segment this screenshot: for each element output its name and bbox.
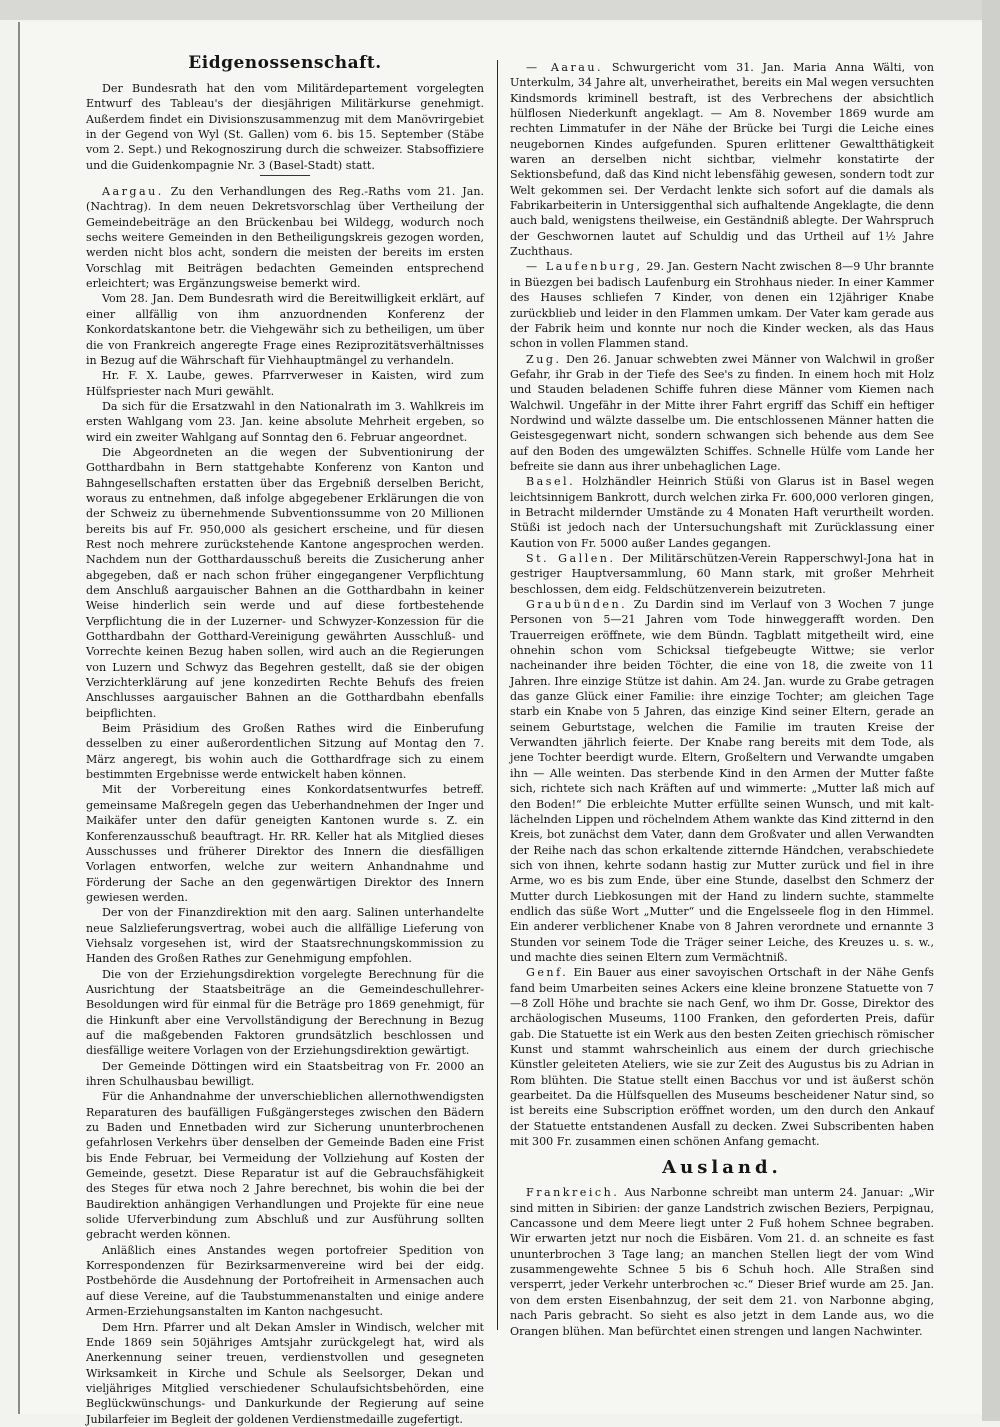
ausland-article-list: [510, 1185, 934, 1338]
column-divider: [497, 60, 498, 1330]
scan-right-border: [982, 0, 1000, 1421]
article-text: Beim Präsidium des Großen Rathes wird die Einberufung desselben zu einer außerordentlichen Sitzung auf Montag den 7. März angeregt, bis wohin auch die Gotthardfrage sich zu einem bestimmten Ergebnisse werde entwickelt haben können.: [86, 722, 484, 782]
article-paragraph: [86, 1089, 484, 1242]
dateline: Genf.: [526, 966, 569, 980]
article-text: Den 26. Januar schwebten zwei Männer von Walchwil in großer Gefahr, ihr Grab in der Tiefe des See's zu finden. In einem hoch mit Holz und Stauden beladenen Schiffe fuhren diese Männer vom Kiemen nach Walchwil. Ungefähr in der Mitte ihrer Fahrt ergriff das Schiff ein heftiger Nordwind und wälzte dasselbe um. Die entschlossenen Männer hatten die Geistesgegenwart nicht, sondern schwangen sich behende aus dem See auf den Boden des umgewälzten Schiffes. Schnelle Hülfe vom Lande her befreite sie dann aus ihrer unbehaglichen Lage.: [510, 352, 935, 473]
dateline: St. Gallen.: [526, 552, 616, 565]
article-paragraph: [510, 965, 934, 1149]
dateline: Frankreich.: [526, 1186, 620, 1200]
left-column: [86, 52, 484, 1427]
section-title-eidgenossenschaft: Eidgenossenschaft.: [188, 53, 382, 73]
article-text: Zu Dardin sind im Verlauf von 3 Wochen 7 junge Personen von 5—21 Jahren vom Tode hinweggerafft worden. Den Trauerreigen eröffnete, wie dem Bündn. Tagblatt mitgetheilt wird, eine ohnehin schon vom Schicksal tiefgebeugte Wittwe; sie verlor nacheinander ihre beiden Töchter, die eine von 18, die zweite von 11 Jahren. Ihre einzige Stütze ist dahin. Am 24. Jan. wurde zu Grabe getragen das ganze Glück einer Familie: ihre einzige Tochter; am gleichen Tage starb ein Knabe von 5 Jahren, das einzige Kind seiner Eltern, gerade an seinem Geburtstage, welchen die Familie im trauten Kreise der Verwandten jährlich feierte. Der Knabe rang bereits mit dem Tode, als jene Tochter beerdigt wurde. Eltern, Großeltern und Verwandte umgaben ihn — Alle weinten. Das sterbende Kind in den Armen der Mutter faßte sich, richtete sich nach Kräften auf und wimmerte: „Mutter laß mich auf den Boden!“ Die erbleichte Mutter erfüllte seinen Wunsch, und mit kaltlächelnden Lippen und röchelndem Athem wankte das Kind zitternd in den Kreis, bot zunächst dem Vater, dann dem Großvater und allen Verwandten der Reihe nach das schon erkaltende zitternde Händchen, verabschiedete sich von ihnen, kehrte sodann hastig zur Mutter zurück und fiel in ihre Arme, wo es bis zum Ende, über eine Stunde, daselbst den Schmerz der Mutter durch Liebkosungen mit der Hand zu lindern suchte, stammelte endlich das süße Wort „Mutter“ und die Engelsseele flog in den Himmel. Ein anderer verblichener Knabe von 8 Jahren verordnete und ernannte 3 Stunden vor seinem Tode die Träger seiner Leiche, des Kreuzes u. s. w., und machte dies seinen Eltern zum Vermächtniß.: [510, 598, 934, 964]
article-paragraph: [86, 81, 484, 173]
article-text: Hr. F. X. Laube, gewes. Pfarrverweser in Kaisten, wird zum Hülfspriester nach Muri gewählt.: [86, 369, 484, 398]
article-paragraph: [86, 445, 484, 721]
article-text: Für die Anhandnahme der unverschieblichen allernothwendigsten Reparaturen des baufälligen Fußgängersteges zwischen den Bädern zu Baden und Ennetbaden wird zur Sicherung ununterbrochenen gefahrlosen Verkehrs über denselben der Gemeinde Baden eine Frist bis Ende Februar, bei Vermeidung der Vollziehung auf Kosten der Gemeinde, gesetzt. Diese Reparatur ist auf die Gebrauchsfähigkeit des Steges für etwa noch 2 Jahre berechnet, bis wohin die bei der Baudirektion anhängigen Verhandlungen und Projekte für eine neue solide Uferverbindung zum Abschluß und zur Ausführung sollten gebracht werden können.: [86, 1090, 484, 1242]
article-text: Anläßlich eines Anstandes wegen portofreier Spedition von Korrespondenzen für Bezirksarmenvereine wird bei der eidg. Postbehörde die Ausdehnung der Portofreiheit in Armensachen auch auf diese Vereine, auf die Taubstummenanstalten und einige andere Armen-Erziehungsanstalten im Kanton nachgesucht.: [86, 1243, 484, 1319]
dateline: Aargau.: [102, 185, 164, 199]
article-paragraph: [86, 1320, 484, 1427]
article-text: Der Militärschützen-Verein Rapperschwyl-Jona hat in gestriger Hauptversammlung, 60 Mann stark, mit großer Mehrheit beschlossen, dem eidg. Feldschützenverein beizutreten.: [510, 552, 935, 596]
article-text: Dem Hrn. Pfarrer und alt Dekan Amsler in Windisch, welcher mit Ende 1869 sein 50jähriges Amtsjahr zurückgelegt hat, wird als Anerkennung seiner treuen, verdienstvollen und gesegneten Wirksamkeit in Kirche und Schule als Seelsorger, Dekan und vieljähriges Mitglied verschiedener Schulaufsichtsbehörden, eine Beglückwünschungs- und Dankurkunde der Regierung auf seine Jubilarfeier im Begleit der goldenen Verdienstmedaille zugefertigt.: [86, 1320, 484, 1426]
article-text: Mit der Vorbereitung eines Konkordatsentwurfes betreff. gemeinsame Maßregeln gegen das Ueberhandnehmen der Inger und Maikäfer unter den dafür geneigten Kantonen wurde s. Z. ein Konferenzausschuß beauftragt. Hr. RR. Keller hat als Mitglied dieses Ausschusses und früherer Direktor des Innern die diesfälligen Vorlagen entworfen, welche zur weitern Anhandnahme und Förderung der Sache an den gegenwärtigen Direktor des Innern gewiesen werden.: [86, 783, 484, 904]
left-article-list: [86, 81, 484, 1427]
article-paragraph: [86, 782, 484, 905]
article-text: Der Bundesrath hat den vom Militärdepartement vorgelegten Entwurf des Tableau's der diesjährigen Militärkurse genehmigt. Außerdem findet ein Divisionszusammenzug mit dem Manövrirgebiet in der Gegend von Wyl (St. Gallen) vom 6. bis 15. September (Stäbe vom 2. Sept.) und Rekognoszirung durch die schweizer. Stabsoffiziere und die Guidenkompagnie Nr. 3 (Basel-Stadt) statt.: [86, 82, 484, 172]
dateline: — Laufenburg,: [526, 260, 643, 274]
article-paragraph: [510, 1185, 934, 1338]
article-text: Aus Narbonne schreibt man unterm 24. Januar: „Wir sind mitten in Sibirien: der ganze Landstrich zwischen Beziers, Perpignau, Cancassone und dem Meere liegt unter 2 Fuß hohem Schnee begraben. Wir erwarten jetzt nur noch die Eisbären. Vom 21. d. an schneite es fast ununterbrochen 3 Tage lang; an manchen Stellen liegt der vom Wind zusammengewehte Schnee 5 bis 6 Schuh hoch. Alle Straßen sind versperrt, jeder Verkehr unterbrochen ꝛc.“ Dieser Brief wurde am 25. Jan. von dem ersten Eisenbahnzug, der seit dem 21. von Narbonne abging, nach Paris gebracht. So sieht es also jetzt in dem Lande aus, wo die Orangen blühen. Man befürchtet einen strengen und langen Nachwinter.: [510, 1186, 934, 1338]
right-column: [510, 60, 934, 1339]
section-title-ausland: Ausland.: [662, 1157, 782, 1179]
dateline: Graubünden.: [526, 598, 628, 612]
article-text: Holzhändler Heinrich Stüßi von Glarus ist in Basel wegen leichtsinnigem Bankrott, durch welchen zirka Fr. 600,000 verloren gingen, in Betracht mildernder Umstände zu 4 Monaten Haft verurtheilt worden. Stüßi ist jedoch nach der Untersuchungshaft mit Zurücklassung einer Kaution von Fr. 5000 außer Landes gegangen.: [510, 475, 935, 550]
article-text: Der von der Finanzdirektion mit den aarg. Salinen unterhandelte neue Salzlieferungsvertrag, wobei auch die allfällige Lieferung von Viehsalz vorgesehen ist, wird der Staatsrechnungskommission zu Handen des Großen Rathes zur Genehmigung empfohlen.: [86, 906, 484, 966]
article-text: 29. Jan. Gestern Nacht zwischen 8—9 Uhr brannte in Büezgen bei badisch Laufenburg ein Strohhaus nieder. In einer Kammer des Hauses schliefen 7 Kinder, von denen ein 12jähriger Knabe zurückblieb und leider in den Flammen umkam. Der Vater kam gerade aus der Fabrik heim und konnte nur noch die Kinder wecken, als das Haus schon in vollen Flammen stand.: [510, 260, 935, 351]
article-text: Die von der Erziehungsdirektion vorgelegte Berechnung für die Ausrichtung der Staatsbeiträge an die Gemeindeschullehrer-Besoldungen wird für einmal für die Beträge pro 1869 genehmigt, für die Hinkunft aber eine Vervollständigung der Berechnung in Bezug auf die maßgebenden Faktoren grundsätzlich beschlossen und diesfällige weitere Vorlagen von der Erziehungsdirektion gewärtigt.: [86, 967, 484, 1058]
article-paragraph: [510, 60, 934, 259]
article-paragraph: [86, 721, 484, 782]
article-text: Die Abgeordneten an die wegen der Subventionirung der Gotthardbahn in Bern stattgehabte Konferenz von Kanton und Bahngesellschaften erstatten über das Ergebniß derselben Bericht, woraus zu entnehmen, daß infolge abgegebener Erklärungen die von der Schweiz zu übernehmende Subventionssumme von 20 Millionen bereits bis auf Fr. 950,000 als gesichert erscheine, und für diesen Rest noch mehrere zurückstehende Kantone angesprochen werden. Nachdem nun der Gotthardausschuß bereits die Zusicherung anher abgegeben, daß er nach schon früher eingegangener Verpflichtung dem Anschluß aargauischer Bahnen an die Gotthardbahn in keiner Weise hinderlich sein werde und auf diese fortbestehende Verpflichtung die in der Luzerner- und Schwyzer-Konzession für die Gotthardbahn der Gotthard-Vereinigung gewährten Ausschluß- und Vorrechte keinen Bezug haben sollen, wird auch an die Regierungen von Luzern und Schwyz das Begehren gestellt, daß sie der obigen Verzichterklärung auf jene konzedirten Rechte Behufs des freien Anschlusses aargauischer Bahnen an die Gotthardbahn ebenfalls beipflichten.: [86, 445, 484, 720]
dateline: — Aarau.: [526, 61, 604, 74]
article-text: Zu den Verhandlungen des Reg.-Raths vom 21. Jan. (Nachtrag). In dem neuen Dekretsvorschlag über Vertheilung der Gemeindebeiträge an den Brückenbau bei Wildegg, wodurch noch sechs weitere Gemeinden in den Betheiligungskreis gezogen worden, werden nicht blos acht, sondern die meisten der bereits im ersten Vorschlag mit Beiträgen bedachten Gemeinden entsprechend erleichtert; was Ergänzungsweise bemerkt wird.: [86, 185, 484, 291]
article-paragraph: [86, 1243, 484, 1320]
article-paragraph: [510, 597, 934, 965]
article-paragraph: [510, 259, 934, 351]
article-paragraph: [86, 399, 484, 445]
article-text: Schwurgericht vom 31. Jan. Maria Anna Wälti, von Unterkulm, 34 Jahre alt, unverheirathet, bereits ein Mal wegen versuchten Kindsmords kriminell bestraft, ist des Verbrechens der absichtlich hülflosen Niederkunft angeklagt. — Am 8. November 1869 wurde am rechten Limmatufer in der Nähe der Brücke bei Turgi die Leiche eines neugebornen Kindes aufgefunden. Spuren erlittener Gewaltthätigkeit waren an derselben nicht sichtbar, vielmehr konstatirte der Sektionsbefund, daß das Kind nicht lebensfähig gewesen, sondern todt zur Welt gekommen sei. Der Verdacht lenkte sich sofort auf die damals als Fabrikarbeiterin in Untersiggenthal sich aufhaltende Angeklagte, die denn auch bald, wenigstens theilweise, ein Geständniß ablegte. Der Wahrspruch der Geschwornen lautet auf Schuldig und das Urtheil auf 1½ Jahre Zuchthaus.: [510, 61, 934, 259]
article-paragraph: [510, 551, 934, 597]
article-paragraph: [86, 368, 484, 399]
article-text: Ein Bauer aus einer savoyischen Ortschaft in der Nähe Genfs fand beim Umarbeiten seines Ackers eine kleine bronzene Statuette von 7—8 Zoll Höhe und brachte sie nach Genf, wo ihm Dr. Gosse, Direktor des archäologischen Museums, 1100 Franken, den geforderten Preis, dafür gab. Die Statuette ist ein Werk aus den besten Zeiten griechisch römischer Kunst und stammt wahrscheinlich aus einem der durch griechische Künstler geleiteten Ateliers, wie sie zur Zeit des Augustus bis zu Adrian in Rom blühten. Die Statue stellt einen Bacchus vor und ist äußerst schön gearbeitet. Da die Hülfsquellen des Museums bescheidener Natur sind, so ist bereits eine Subscription eröffnet worden, um den durch den Ankauf der Statuette entstandenen Ausfall zu decken. Zwei Subscribenten haben mit 300 Fr. zusammen einen schönen Anfang gemacht.: [510, 966, 934, 1149]
section-rule: [260, 175, 310, 176]
article-paragraph: [86, 905, 484, 966]
right-article-list: [510, 60, 934, 1149]
article-paragraph: [86, 967, 484, 1059]
article-paragraph: [510, 474, 934, 551]
article-paragraph: [510, 352, 934, 475]
dateline: Basel.: [526, 475, 576, 489]
scan-top-border: [0, 0, 1000, 20]
dateline: Zug.: [526, 352, 562, 366]
article-paragraph: [86, 291, 484, 368]
article-paragraph: [86, 184, 484, 291]
article-text: Da sich für die Ersatzwahl in den Nationalrath im 3. Wahlkreis im ersten Wahlgang vom 23. Jan. keine absolute Mehrheit ergeben, so wird ein zweiter Wahlgang auf Sonntag den 6. Februar angeordnet.: [86, 399, 484, 444]
article-paragraph: [86, 1059, 484, 1090]
article-text: Vom 28. Jan. Dem Bundesrath wird die Bereitwilligkeit erklärt, auf einer allfällig von ihm anzuordnenden Konferenz der Konkordatskantone betr. die Viehgewähr sich zu betheiligen, um über die von Frankreich angeregte Frage eines Reziprozitätsverhältnisses in Bezug auf die Währschaft für Viehhauptmängel zu verhandeln.: [86, 292, 484, 367]
article-text: Der Gemeinde Döttingen wird ein Staatsbeitrag von Fr. 2000 an ihren Schulhausbau bewilligt.: [86, 1059, 484, 1088]
